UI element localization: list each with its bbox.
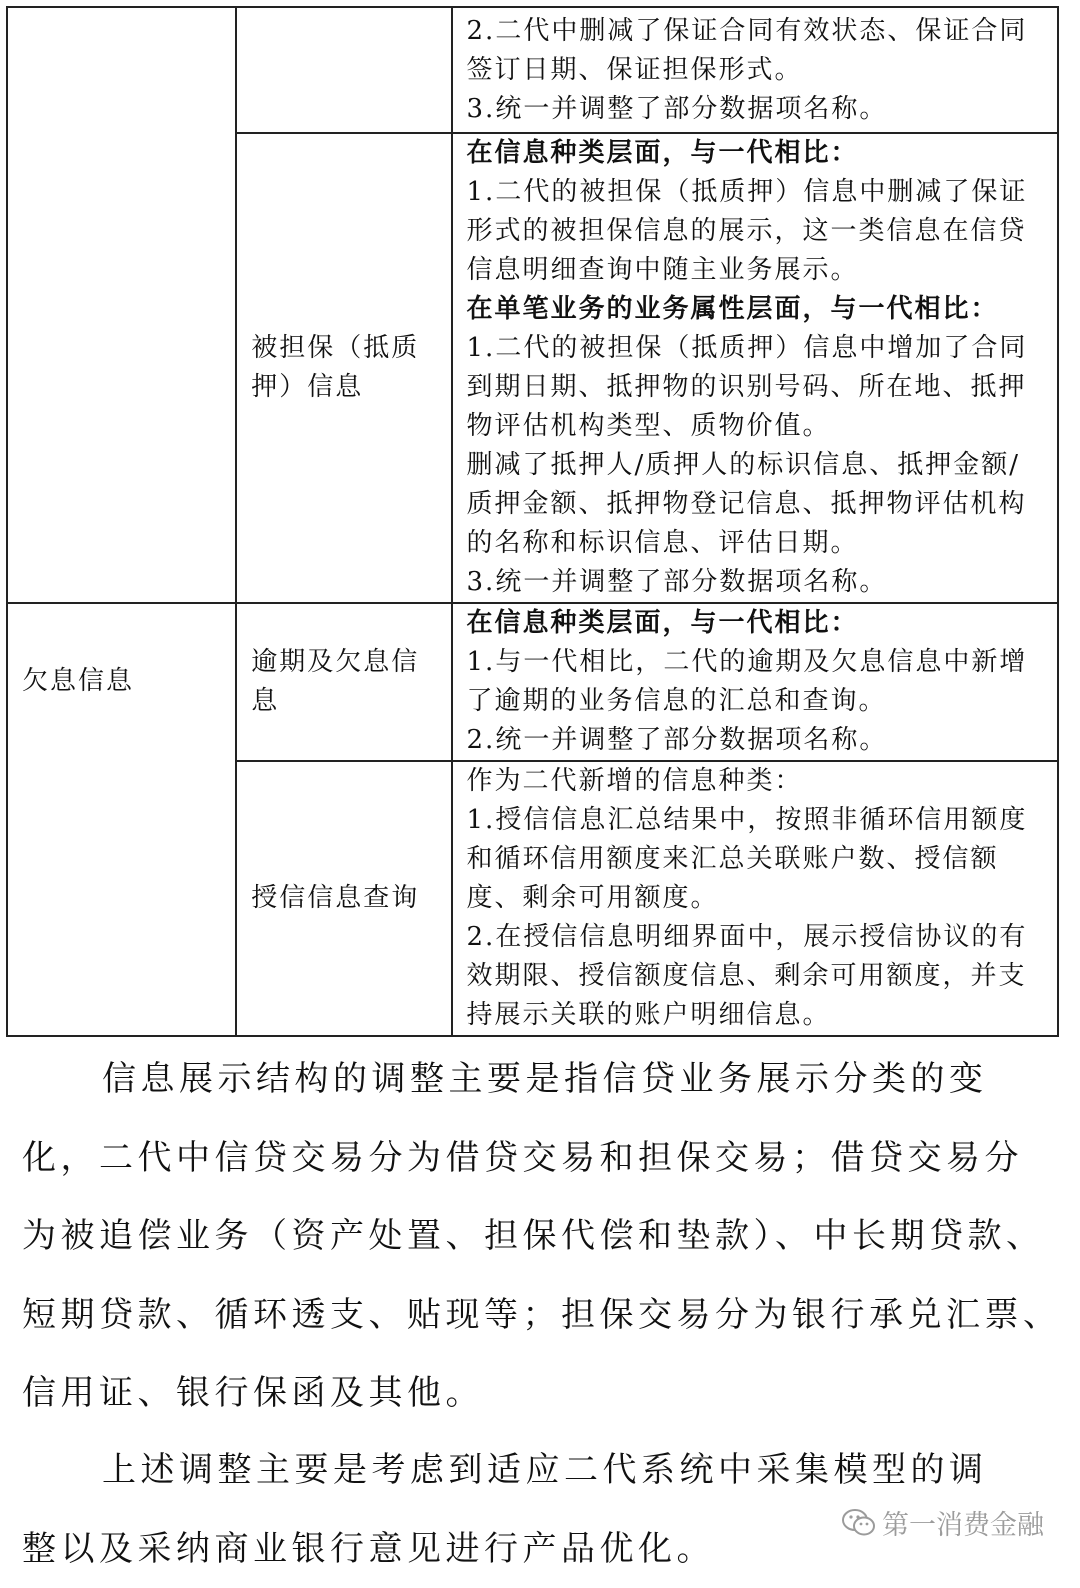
section-heading: 在信息种类层面，与一代相比： <box>467 604 1043 643</box>
content-line: 3.统一并调整了部分数据项名称。 <box>467 90 1043 129</box>
content-line: 作为二代新增的信息种类： <box>467 762 1043 801</box>
category-cell <box>7 7 236 603</box>
content-line: 物评估机构类型、质物价值。 <box>467 407 1043 446</box>
paragraph-line: 上述调整主要是考虑到适应二代系统中采集模型的调 <box>22 1431 1062 1510</box>
content-line: 到期日期、抵押物的识别号码、所在地、抵押 <box>467 368 1043 407</box>
content-line: 1.二代的被担保（抵质押）信息中增加了合同 <box>467 329 1043 368</box>
content-line: 质押金额、抵押物登记信息、抵押物评估机构 <box>467 485 1043 524</box>
content-line: 1.二代的被担保（抵质押）信息中删减了保证 <box>467 173 1043 212</box>
content-cell <box>452 133 1058 603</box>
subcategory-line: 被担保（抵质 <box>251 329 436 368</box>
section-heading: 在信息种类层面，与一代相比： <box>467 134 1043 173</box>
wechat-icon <box>842 1508 876 1538</box>
paragraph-line: 整以及采纳商业银行意见进行产品优化。 <box>22 1510 1062 1588</box>
paragraph-line: 为被追偿业务（资产处置、担保代偿和垫款）、中长期贷款、 <box>22 1197 1062 1276</box>
content-cell <box>452 603 1058 761</box>
content-line: 的名称和标识信息、评估日期。 <box>467 524 1043 563</box>
section-heading: 在单笔业务的业务属性层面，与一代相比： <box>467 290 1043 329</box>
paragraph-line: 信用证、银行保函及其他。 <box>22 1354 1062 1433</box>
table-row <box>7 603 1058 761</box>
content-line: 效期限、授信额度信息、剩余可用额度，并支 <box>467 957 1043 996</box>
content-line: 2.统一并调整了部分数据项名称。 <box>467 721 1043 760</box>
watermark <box>842 1503 1044 1542</box>
comparison-table <box>6 6 1059 1037</box>
content-cell <box>452 761 1058 1036</box>
content-line: 持展示关联的账户明细信息。 <box>467 996 1043 1035</box>
content-line: 了逾期的业务信息的汇总和查询。 <box>467 682 1043 721</box>
content-line: 签订日期、保证担保形式。 <box>467 51 1043 90</box>
watermark-text: 第一消费金融 <box>882 1503 1044 1542</box>
subcategory-line: 授信信息查询 <box>251 879 436 918</box>
subcategory-cell <box>236 603 451 761</box>
content-line: 形式的被担保信息的展示，这一类信息在信贷 <box>467 212 1043 251</box>
content-line: 1.与一代相比，二代的逾期及欠息信息中新增 <box>467 643 1043 682</box>
subcategory-cell <box>236 761 451 1036</box>
content-line: 1.授信信息汇总结果中，按照非循环信用额度 <box>467 801 1043 840</box>
content-cell <box>452 7 1058 133</box>
content-line: 和循环信用额度来汇总关联账户数、授信额 <box>467 840 1043 879</box>
subcategory-line: 逾期及欠息信 <box>251 643 436 682</box>
paragraph-line: 化，二代中信贷交易分为借贷交易和担保交易；借贷交易分 <box>22 1119 1062 1198</box>
content-line: 3.统一并调整了部分数据项名称。 <box>467 563 1043 602</box>
table-row <box>7 7 1058 133</box>
subcategory-line: 息 <box>251 682 436 721</box>
paragraph-line: 信息展示结构的调整主要是指信贷业务展示分类的变 <box>22 1040 1062 1119</box>
subcategory-line: 押）信息 <box>251 368 436 407</box>
subcategory-cell <box>236 7 451 133</box>
subcategory-cell <box>236 133 451 603</box>
category-cell <box>7 603 236 1036</box>
paragraph-line: 短期贷款、循环透支、贴现等；担保交易分为银行承兑汇票、 <box>22 1276 1062 1355</box>
body-paragraph <box>22 1040 1062 1433</box>
content-line: 2.在授信信息明细界面中，展示授信协议的有 <box>467 918 1043 957</box>
content-line: 删减了抵押人/质押人的标识信息、抵押金额/ <box>467 446 1043 485</box>
content-line: 度、剩余可用额度。 <box>467 879 1043 918</box>
category-label: 欠息信息 <box>22 662 221 701</box>
content-line: 信息明细查询中随主业务展示。 <box>467 251 1043 290</box>
content-line: 2.二代中删减了保证合同有效状态、保证合同 <box>467 12 1043 51</box>
